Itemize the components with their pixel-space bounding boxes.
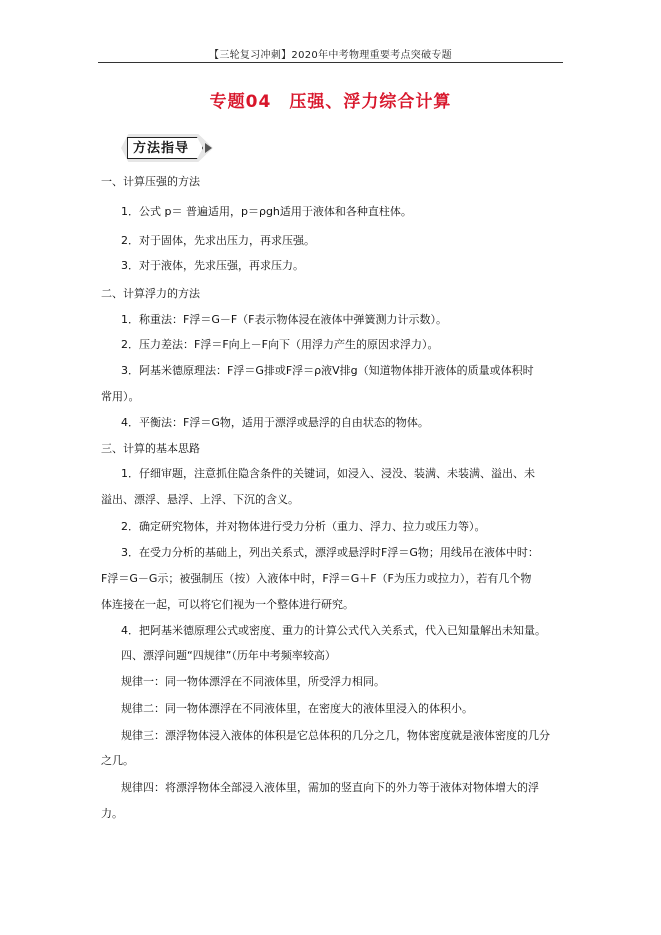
section-heading-buoyancy: 二、计算浮力的方法 — [101, 287, 200, 300]
pressure-method-1: 1．公式 p＝ 普遍适用，p＝ρgh适用于液体和各种直柱体。 — [121, 205, 412, 218]
floating-rule-3-cont: 之几。 — [101, 754, 134, 767]
approach-step-4: 4．把阿基米德原理公式或密度、重力的计算公式代入关系式，代入已知量解出未知量。 — [121, 624, 546, 637]
approach-step-3-cont-1: F浮＝G－G示；被强制压（按）入液体中时，F浮＝G＋F（F为压力或拉力），若有几个物 — [101, 572, 532, 585]
pressure-method-3: 3．对于液体，先求压强，再求压力。 — [121, 259, 304, 272]
buoyancy-method-1: 1．称重法：F浮＝G－F（F表示物体浸在液体中弹簧测力计示数）。 — [121, 313, 448, 326]
buoyancy-method-3: 3．阿基米德原理法：F浮＝G排或F浮＝ρ液V排g（知道物体排开液体的质量或体积时 — [121, 364, 534, 377]
buoyancy-method-4: 4．平衡法：F浮＝G物，适用于漂浮或悬浮的自由状态的物体。 — [121, 416, 429, 429]
floating-rule-4-cont: 力。 — [101, 807, 123, 820]
buoyancy-method-3-cont: 常用）。 — [101, 390, 140, 403]
banner-arrow-icon — [205, 143, 212, 153]
section-heading-pressure: 一、计算压强的方法 — [101, 175, 200, 188]
floating-rule-1: 规律一：同一物体漂浮在不同液体里，所受浮力相同。 — [121, 675, 385, 688]
approach-step-2: 2．确定研究物体，并对物体进行受力分析（重力、浮力、拉力或压力等）。 — [121, 520, 486, 533]
approach-step-1: 1．仔细审题，注意抓住隐含条件的关键词，如浸入、浸没、装满、未装满、溢出、未 — [121, 467, 535, 480]
section-heading-approach: 三、计算的基本思路 — [101, 442, 200, 455]
method-guide-banner — [121, 134, 213, 162]
pressure-method-2: 2．对于固体，先求出压力，再求压强。 — [121, 234, 315, 247]
floating-rule-4: 规律四：将漂浮物体全部浸入液体里，需加的竖直向下的外力等于液体对物体增大的浮 — [121, 781, 539, 794]
page-header: 【三轮复习冲刺】2020年中考物理重要考点突破专题 — [209, 50, 452, 61]
section-heading-floating-rules: 四、漂浮问题“四规律”（历年中考频率较高） — [121, 649, 336, 662]
page-title: 专题04 压强、浮力综合计算 — [209, 92, 452, 112]
floating-rule-2: 规律二：同一物体漂浮在不同液体里，在密度大的液体里浸入的体积小。 — [121, 702, 473, 715]
approach-step-1-cont: 溢出、漂浮、悬浮、上浮、下沉的含义。 — [101, 493, 299, 506]
banner-label: 方法指导 — [133, 141, 190, 156]
approach-step-3: 3．在受力分析的基础上，列出关系式，漂浮或悬浮时F浮＝G物；用线吊在液体中时： — [121, 546, 539, 559]
header-rule — [98, 62, 563, 63]
approach-step-3-cont-2: 体连接在一起，可以将它们视为一个整体进行研究。 — [101, 598, 354, 611]
buoyancy-method-2: 2．压力差法：F浮＝F向上－F向下（用浮力产生的原因求浮力）。 — [121, 338, 439, 351]
floating-rule-3: 规律三：漂浮物体浸入液体的体积是它总体积的几分之几，物体密度就是液体密度的几分 — [121, 729, 550, 742]
